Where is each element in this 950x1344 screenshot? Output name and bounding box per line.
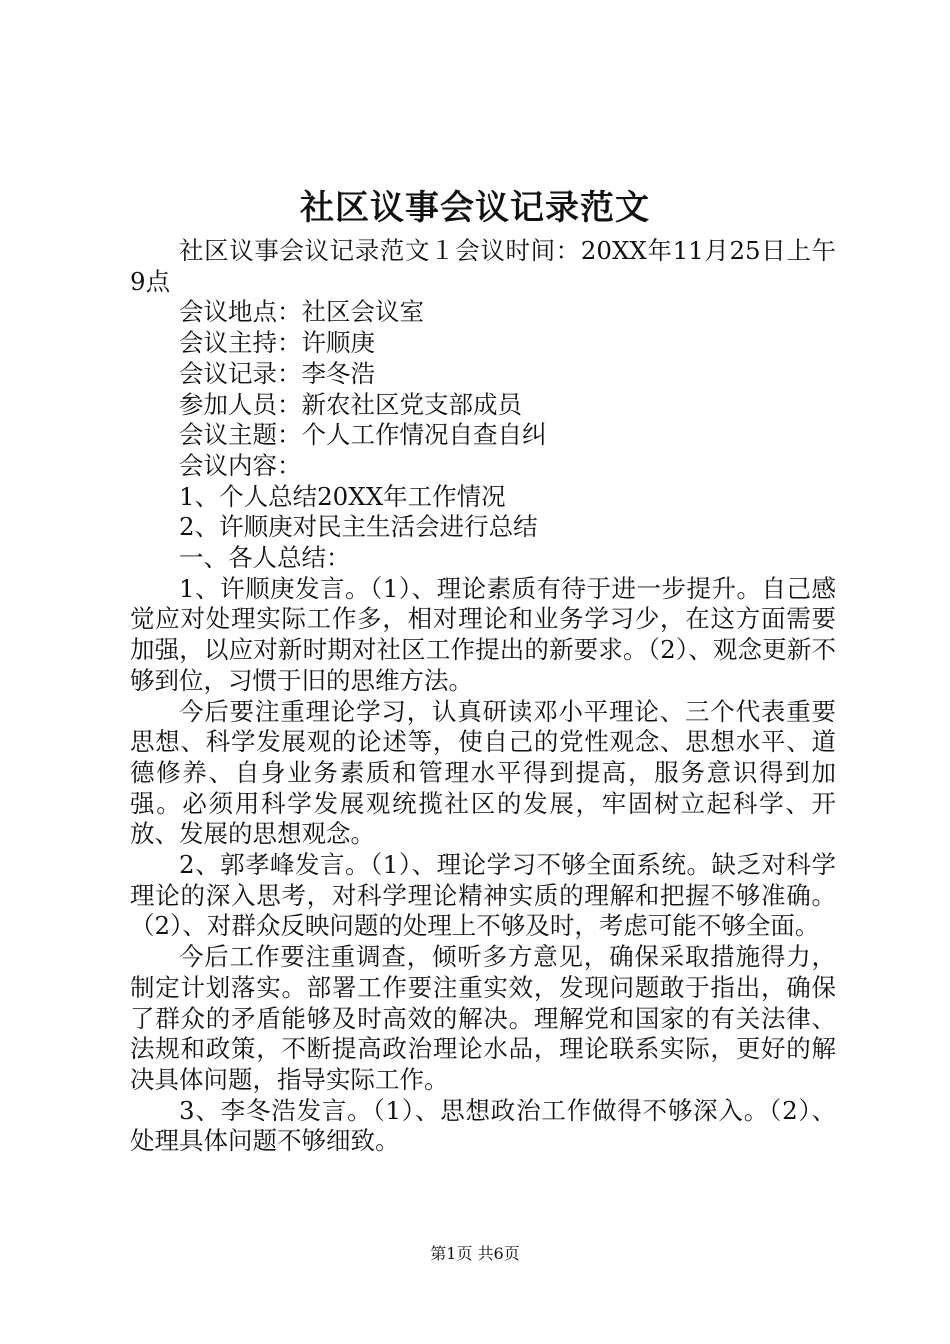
- paragraph-meeting-topic: 会议主题：个人工作情况自查自纠: [179, 420, 547, 450]
- paragraph-meeting-recorder: 会议记录：李冬浩: [179, 358, 375, 388]
- paragraph-meeting-content-heading: 会议内容：: [179, 450, 302, 480]
- paragraph-agenda-item-2: 2、许顺庚对民主生活会进行总结: [179, 512, 538, 542]
- paragraph-meeting-time: 社区议事会议记录范文１会议时间：20XX年11月25日上午9点: [130, 236, 836, 296]
- paragraph-agenda-item-1: 1、个人总结20XX年工作情况: [179, 481, 506, 511]
- paragraph-speaker-3: 3、李冬浩发言。（1）、思想政治工作做得不够深入。（2）、处理具体问题不够细致。: [130, 1095, 836, 1156]
- paragraph-meeting-location: 会议地点：社区会议室: [179, 297, 424, 327]
- paragraph-speaker-2-plan: 今后工作要注重调查，倾听多方意见，确保采取措施得力，制定计划落实。部署工作要注重实效，发现问题敢于指出，确保了群众的矛盾能够及时高效的解决。理解党和国家的有关法律、法规和政策，不断提高政治理论水品，理论联系实际，更好的解决具体问题，指导实际工作。: [130, 942, 836, 1094]
- paragraph-meeting-host: 会议主持：许顺庚: [179, 328, 375, 358]
- paragraph-speaker-1: 1、许顺庚发言。（1）、理论素质有待于进一步提升。自己感觉应对处理实际工作多，相对理论和业务学习少，在这方面需要加强，以应对新时期对社区工作提出的新要求。（2）、观念更新不够到位，习惯于旧的思维方法。: [130, 573, 836, 695]
- paragraph-attendees: 参加人员：新农社区党支部成员: [179, 389, 522, 419]
- page-number-footer: 第1页 共6页: [430, 1244, 520, 1263]
- document-title: 社区议事会议记录范文: [300, 188, 650, 228]
- paragraph-speaker-2: 2、郭孝峰发言。（1）、理论学习不够全面系统。缺乏对科学理论的深入思考，对科学理论精神实质的理解和把握不够准确。（2）、对群众反映问题的处理上不够及时，考虑可能不够全面。: [130, 850, 836, 941]
- document-body: [130, 236, 836, 1157]
- paragraph-section-heading: 一、各人总结：: [179, 543, 351, 573]
- paragraph-speaker-1-plan: 今后要注重理论学习，认真研读邓小平理论、三个代表重要思想、科学发展观的论述等，使自己的党性观念、思想水平、道德修养、自身业务素质和管理水平得到提高，服务意识得到加强。必须用科学发展观统揽社区的发展，牢固树立起科学、开放、发展的思想观念。: [130, 696, 836, 849]
